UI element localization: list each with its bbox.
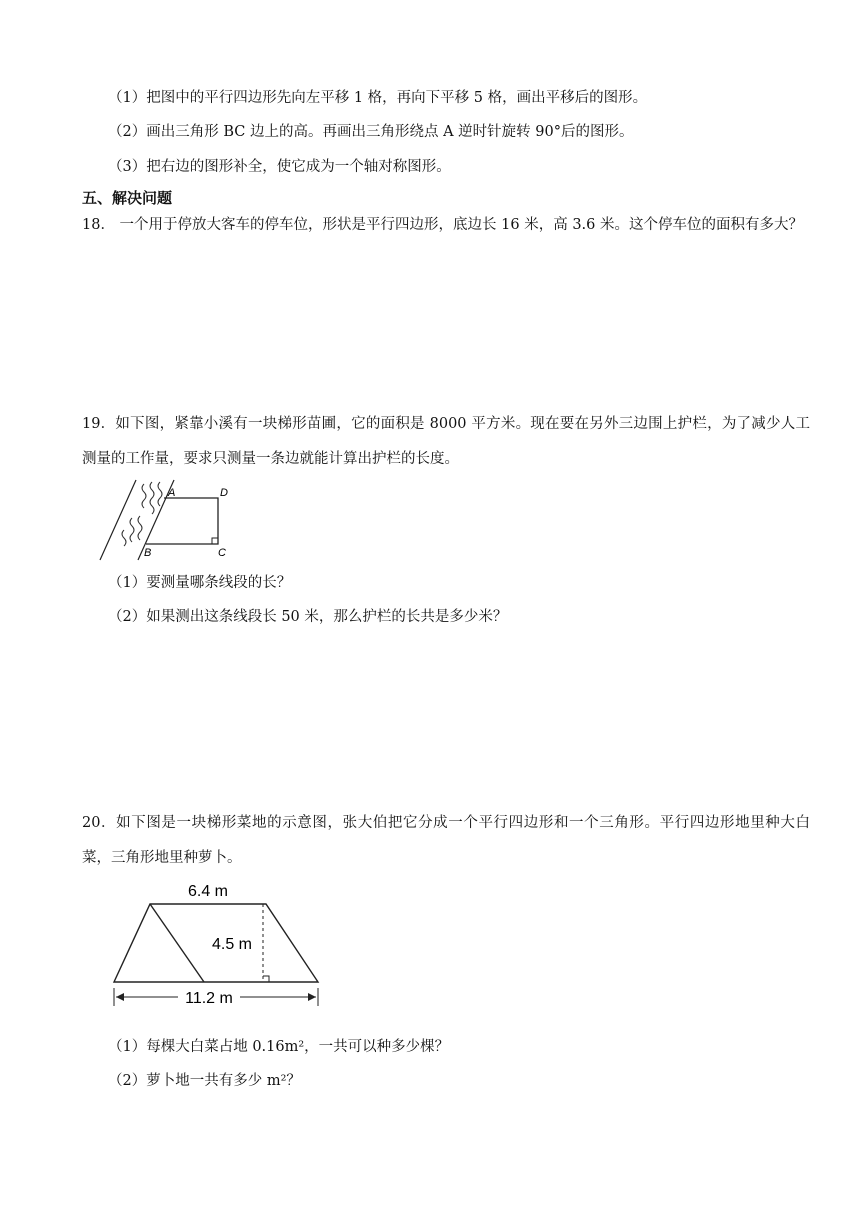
label-top-base: 6.4 m xyxy=(187,883,229,900)
section-heading-solve-problems: 五、解决问题 xyxy=(82,189,173,207)
vegetable-field-trapezoid-figure xyxy=(108,872,328,1012)
question-18-text: 18． 一个用于停放大客车的停车位，形状是平行四边形，底边长 16 米，高 3.6 米。这个停车位的面积有多大？ xyxy=(82,217,804,233)
question-20-text: 20．如下图是一块梯形菜地的示意图，张大伯把它分成一个平行四边形和一个三角形。平行四边形地里种大白菜，三角形地里种萝卜。 xyxy=(82,815,810,866)
drawing-task-3: （3）把右边的图形补全，使它成为一个轴对称图形。 xyxy=(108,159,451,175)
question-19-sub-1: （1）要测量哪条线段的长？ xyxy=(108,575,292,591)
label-bottom-base: 11.2 m xyxy=(185,990,233,1007)
question-19-sub-2: （2）如果测出这条线段长 50 米，那么护栏的长共是多少米？ xyxy=(108,609,508,625)
drawing-task-1: （1）把图中的平行四边形先向左平移 1 格，再向下平移 5 格，画出平移后的图形。 xyxy=(108,90,648,106)
drawing-task-2: （2）画出三角形 BC 边上的高。再画出三角形绕点 A 逆时针旋转 90°后的图形。 xyxy=(108,124,634,140)
label-d: D xyxy=(220,487,228,499)
question-20-sub-2: （2）萝卜地一共有多少 m²？ xyxy=(108,1073,301,1089)
question-19-text: 19．如下图，紧靠小溪有一块梯形苗圃，它的面积是 8000 平方米。现在要在另外三边围上护栏，为了减少人工测量的工作量，要求只测量一条边就能计算出护栏的长度。 xyxy=(82,416,810,467)
label-b: B xyxy=(144,547,152,559)
label-a: A xyxy=(168,487,176,499)
label-c: C xyxy=(218,547,226,559)
question-20-sub-1: （1）每棵大白菜占地 0.16m²，一共可以种多少棵？ xyxy=(108,1039,450,1055)
trapezoid-nursery-figure xyxy=(96,478,246,564)
label-height: 4.5 m xyxy=(211,936,253,953)
